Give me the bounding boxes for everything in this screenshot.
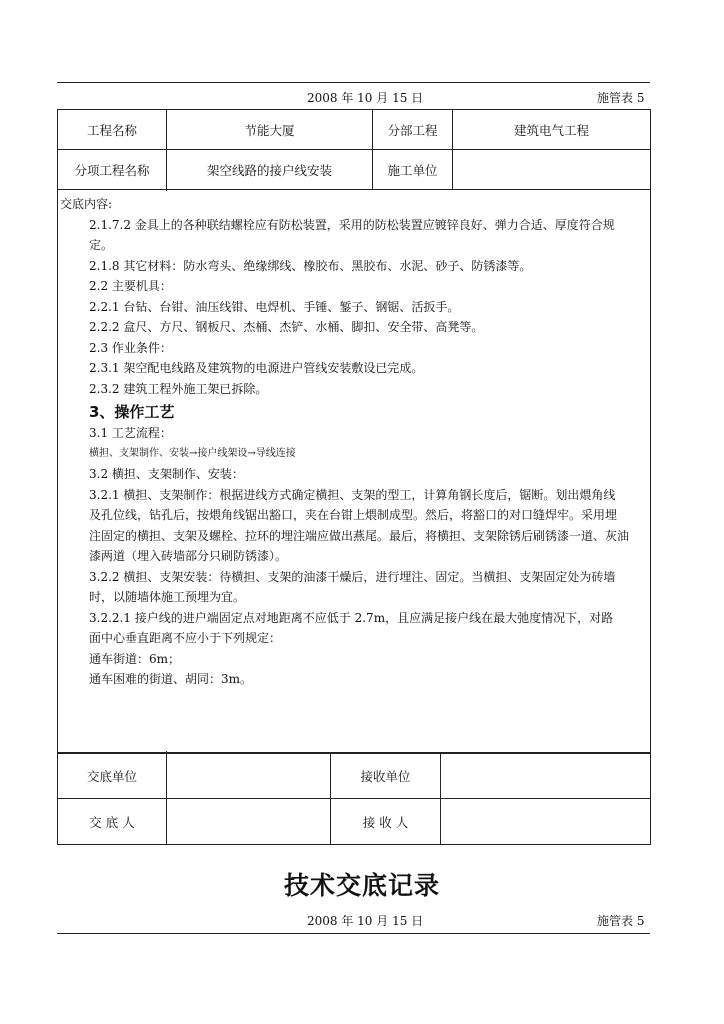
footer-form-code: 施管表 5 bbox=[597, 914, 645, 928]
content-line: 通车困难的街道、胡同：3m。 bbox=[89, 672, 253, 686]
disclosure-content bbox=[60, 194, 647, 690]
footer-date: 2008 年 10 月 15 日 bbox=[307, 914, 424, 928]
content-line: 时，以随墙体施工预埋为宜。 bbox=[89, 590, 246, 604]
content-line: 2.2.2 盒尺、方尺、钢板尺、杰桶、杰铲、水桶、脚扣、安全带、高凳等。 bbox=[89, 320, 484, 334]
issuer-value bbox=[167, 799, 331, 845]
bottom-rule bbox=[57, 933, 650, 934]
content-line: 面中心垂直距离不应小于下列规定： bbox=[89, 631, 282, 645]
issuer-unit-label: 交底单位 bbox=[58, 753, 167, 799]
content-heading: 交底内容: bbox=[60, 197, 113, 211]
content-line: 2.3.1 架空配电线路及建筑物的电源进户管线安装敷设已完成。 bbox=[89, 361, 424, 375]
header-date: 2008 年 10 月 15 日 bbox=[307, 91, 424, 105]
document-title: 技术交底记录 bbox=[283, 871, 440, 900]
issuer-unit-value bbox=[167, 753, 331, 799]
content-line: 2.3 作业条件： bbox=[89, 340, 172, 355]
content-line: 2.1.7.2 金具上的各种联结螺栓应有防松装置，采用的防松装置应镀锌良好、弹力合适、厚度符合规 bbox=[89, 217, 615, 232]
content-line: 3.2.1 横担、支架制作：根据进线方式确定横担、支架的型工，计算角钢长度后，锯断。划出煨角线 bbox=[89, 487, 616, 502]
issuer-label: 交 底 人 bbox=[58, 799, 167, 845]
header-form-code: 施管表 5 bbox=[597, 91, 645, 105]
content-line: 漆两道（埋入砖墙部分只刷防锈漆）。 bbox=[89, 549, 288, 563]
top-rule bbox=[57, 82, 650, 83]
project-name-value: 节能大厦 bbox=[167, 110, 373, 150]
content-line: 2.3.2 建筑工程外施工架已拆除。 bbox=[89, 381, 268, 396]
contractor-value bbox=[453, 150, 651, 190]
content-line: 注固定的横担、支架及螺栓、拉环的埋注端应做出燕尾。最后，将横担、支架除锈后刷锈漆一道、灰油 bbox=[89, 528, 630, 543]
content-line-flow: 横担、支架制作、安装→接户线架设→导线连接 bbox=[89, 447, 296, 459]
receiver-value bbox=[441, 799, 651, 845]
project-name-label: 工程名称 bbox=[58, 110, 167, 150]
content-line: 及孔位线，钻孔后，按煨角线锯出豁口，夹在台钳上煨制成型。然后，将豁口的对口缝焊牢。采用埋 bbox=[89, 508, 618, 522]
subitem-label: 分项工程名称 bbox=[58, 150, 167, 190]
content-line: 通车街道：6m； bbox=[89, 651, 181, 666]
division-value: 建筑电气工程 bbox=[453, 110, 651, 150]
content-line: 2.1.8 其它材料：防水弯头、绝缘绑线、橡胶布、黑胶布、水泥、砂子、防锈漆等。 bbox=[89, 258, 532, 273]
content-line: 3.2.2 横担、支架安装：待横担、支架的油漆干燥后，进行埋注、固定。当横担、支架固定处为砖墙 bbox=[89, 569, 616, 584]
section-heading: 3、操作工艺 bbox=[89, 403, 175, 421]
contractor-label: 施工单位 bbox=[373, 150, 453, 190]
signature-table bbox=[57, 752, 651, 845]
receiver-unit-label: 接收单位 bbox=[331, 753, 441, 799]
receiver-unit-value bbox=[441, 753, 651, 799]
content-line: 3.1 工艺流程： bbox=[89, 426, 172, 440]
receiver-label: 接 收 人 bbox=[331, 799, 441, 845]
content-line: 3.2.2.1 接户线的进户端固定点对地距离不应低于 2.7m，且应满足接户线在最大弛度情况下，对路 bbox=[89, 610, 614, 625]
content-line: 3.2 横担、支架制作、安装： bbox=[89, 467, 244, 481]
content-line: 2.2 主要机具： bbox=[89, 279, 172, 293]
content-line: 2.2.1 台钻、台钳、油压线钳、电焊机、手锤、錾子、钢锯、活扳手。 bbox=[89, 299, 460, 314]
content-line: 定。 bbox=[89, 238, 114, 252]
subitem-value: 架空线路的接户线安装 bbox=[167, 150, 373, 190]
division-label: 分部工程 bbox=[373, 110, 453, 150]
